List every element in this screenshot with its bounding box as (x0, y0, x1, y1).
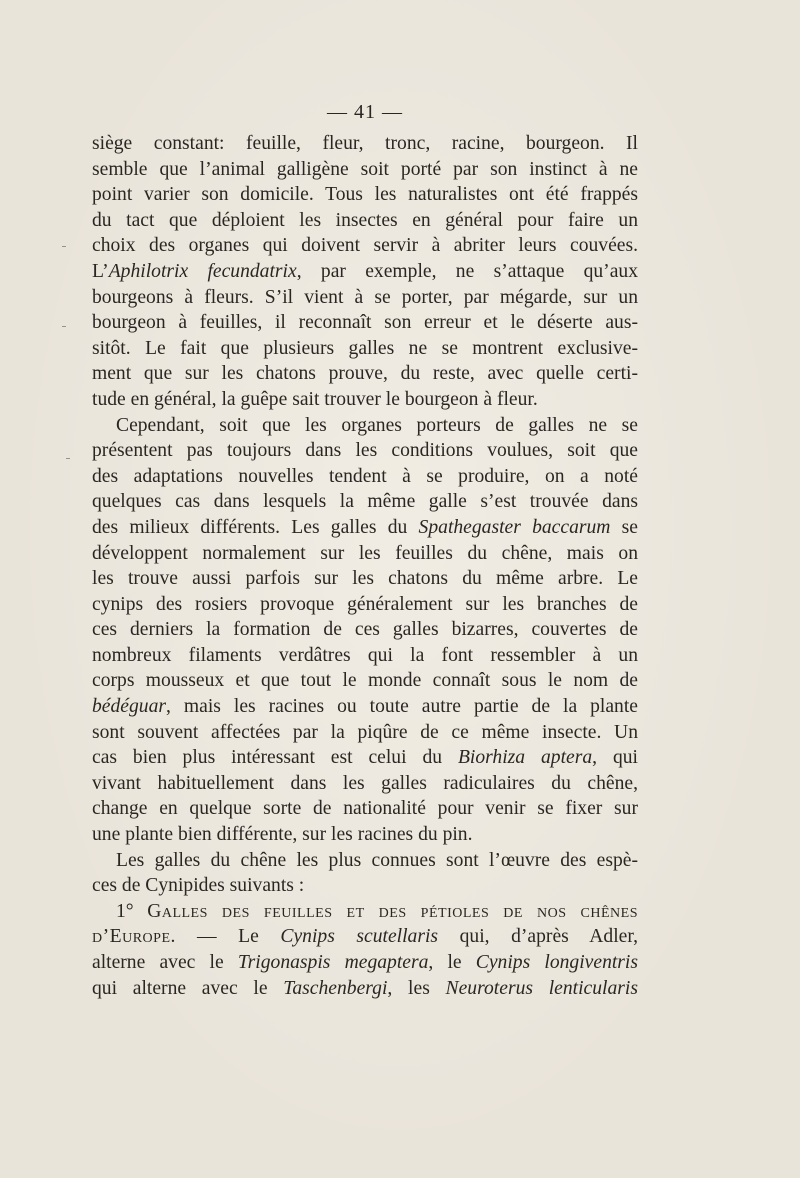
text-line: Cependant, soit que les organes porteurs de galles ne se (116, 414, 638, 436)
text-line: bédéguar, mais les racines ou toute autre partie de la plante (92, 696, 638, 718)
text-line: Les galles du chêne les plus connues sont l’œuvre des espè- (116, 849, 638, 871)
species-name: Biorhiza aptera (457, 747, 593, 769)
text-line: une plante bien différente, sur les racines du pin. (92, 824, 473, 846)
species-name: Taschenbergi (283, 977, 388, 999)
text-line: ces de Cynipides suivants : (92, 875, 305, 897)
text-line: ment que sur les chatons prouve, du reste, avec quelle certi- (92, 363, 638, 385)
text-line: bourgeons à fleurs. S’il vient à se porter, par mégarde, sur un (92, 286, 638, 308)
text-line: siège constant: feuille, fleur, tronc, racine, bourgeon. Il (92, 133, 638, 154)
section-heading: Galles des feuilles et des pétioles de nos chênes (147, 900, 638, 922)
text-line: L’Aphilotrix fecundatrix, par exemple, ne s’attaque qu’aux (92, 260, 638, 282)
text-line: du tact que déploient les insectes en général pour faire un (92, 209, 638, 231)
body-text (92, 131, 638, 1001)
text-line: quelques cas dans lesquels la même galle s’est trouvée dans (92, 491, 638, 513)
text-line: choix des organes qui doivent servir à abriter leurs couvées. (92, 235, 638, 257)
section-heading: d’Europe (92, 926, 171, 948)
species-name: Neuroterus lenticularis (445, 977, 638, 999)
text-line: des adaptations nouvelles tendent à se produire, on a noté (92, 465, 638, 487)
text-line: d’Europe. — Le Cynips scutellaris qui, d’après Adler, (92, 926, 638, 948)
text-line: ces derniers la formation de ces galles bizarres, couvertes de (92, 619, 638, 641)
species-name: Trigonaspis megaptera (237, 952, 429, 973)
species-name: Aphilotrix fecundatrix (108, 260, 297, 282)
text-line: bourgeon à feuilles, il reconnaît son erreur et le déserte aus- (92, 312, 638, 334)
page-number: — 41 — (327, 101, 403, 123)
margin-mark (66, 458, 70, 459)
text-line: cas bien plus intéressant est celui du Biorhiza aptera, qui (92, 747, 638, 769)
text-line: cynips des rosiers provoque généralement sur les branches de (92, 593, 638, 615)
text-line: sont souvent affectées par la piqûre de ce même insecte. Un (92, 721, 638, 743)
text-line: présentent pas toujours dans les conditions voulues, soit que (92, 440, 638, 462)
text-line: nombreux filaments verdâtres qui la font ressembler à un (92, 644, 638, 666)
text-line: vivant habituellement dans les galles radiculaires du chêne, (92, 772, 638, 794)
term-bedeguar: bédéguar (92, 696, 167, 718)
text-line: développent normalement sur les feuilles du chêne, mais on (92, 542, 638, 564)
text-line: tude en général, la guêpe sait trouver le bourgeon à fleur. (92, 388, 538, 410)
text-line: corps mousseux et que tout le monde connaît sous le nom de (92, 670, 638, 692)
text-line: les trouve aussi parfois sur les chatons du même arbre. Le (92, 568, 638, 590)
text-line: semble que l’animal galligène soit porté par son instinct à ne (92, 158, 638, 180)
text-line: change en quelque sorte de nationalité pour venir se fixer sur (92, 798, 638, 820)
text-line: 1° Galles des feuilles et des pétioles de nos chênes (116, 900, 638, 922)
text-line: qui alterne avec le Taschenbergi, les Neuroterus lenticularis (92, 977, 638, 999)
species-name: Cynips longiventris (475, 952, 639, 973)
text-line: point varier son domicile. Tous les naturalistes ont été frappés (92, 184, 638, 206)
text-line: des milieux différents. Les galles du Spathegaster baccarum se (92, 516, 638, 538)
text-line: sitôt. Le fait que plusieurs galles ne se montrent exclusive- (92, 337, 638, 359)
text-line: alterne avec le Trigonaspis megaptera, le Cynips longiventris (92, 952, 639, 973)
species-name: Spathegaster baccarum (418, 516, 611, 538)
margin-mark (62, 326, 66, 327)
species-name: Cynips scutellaris (280, 926, 439, 948)
margin-mark (62, 246, 66, 247)
